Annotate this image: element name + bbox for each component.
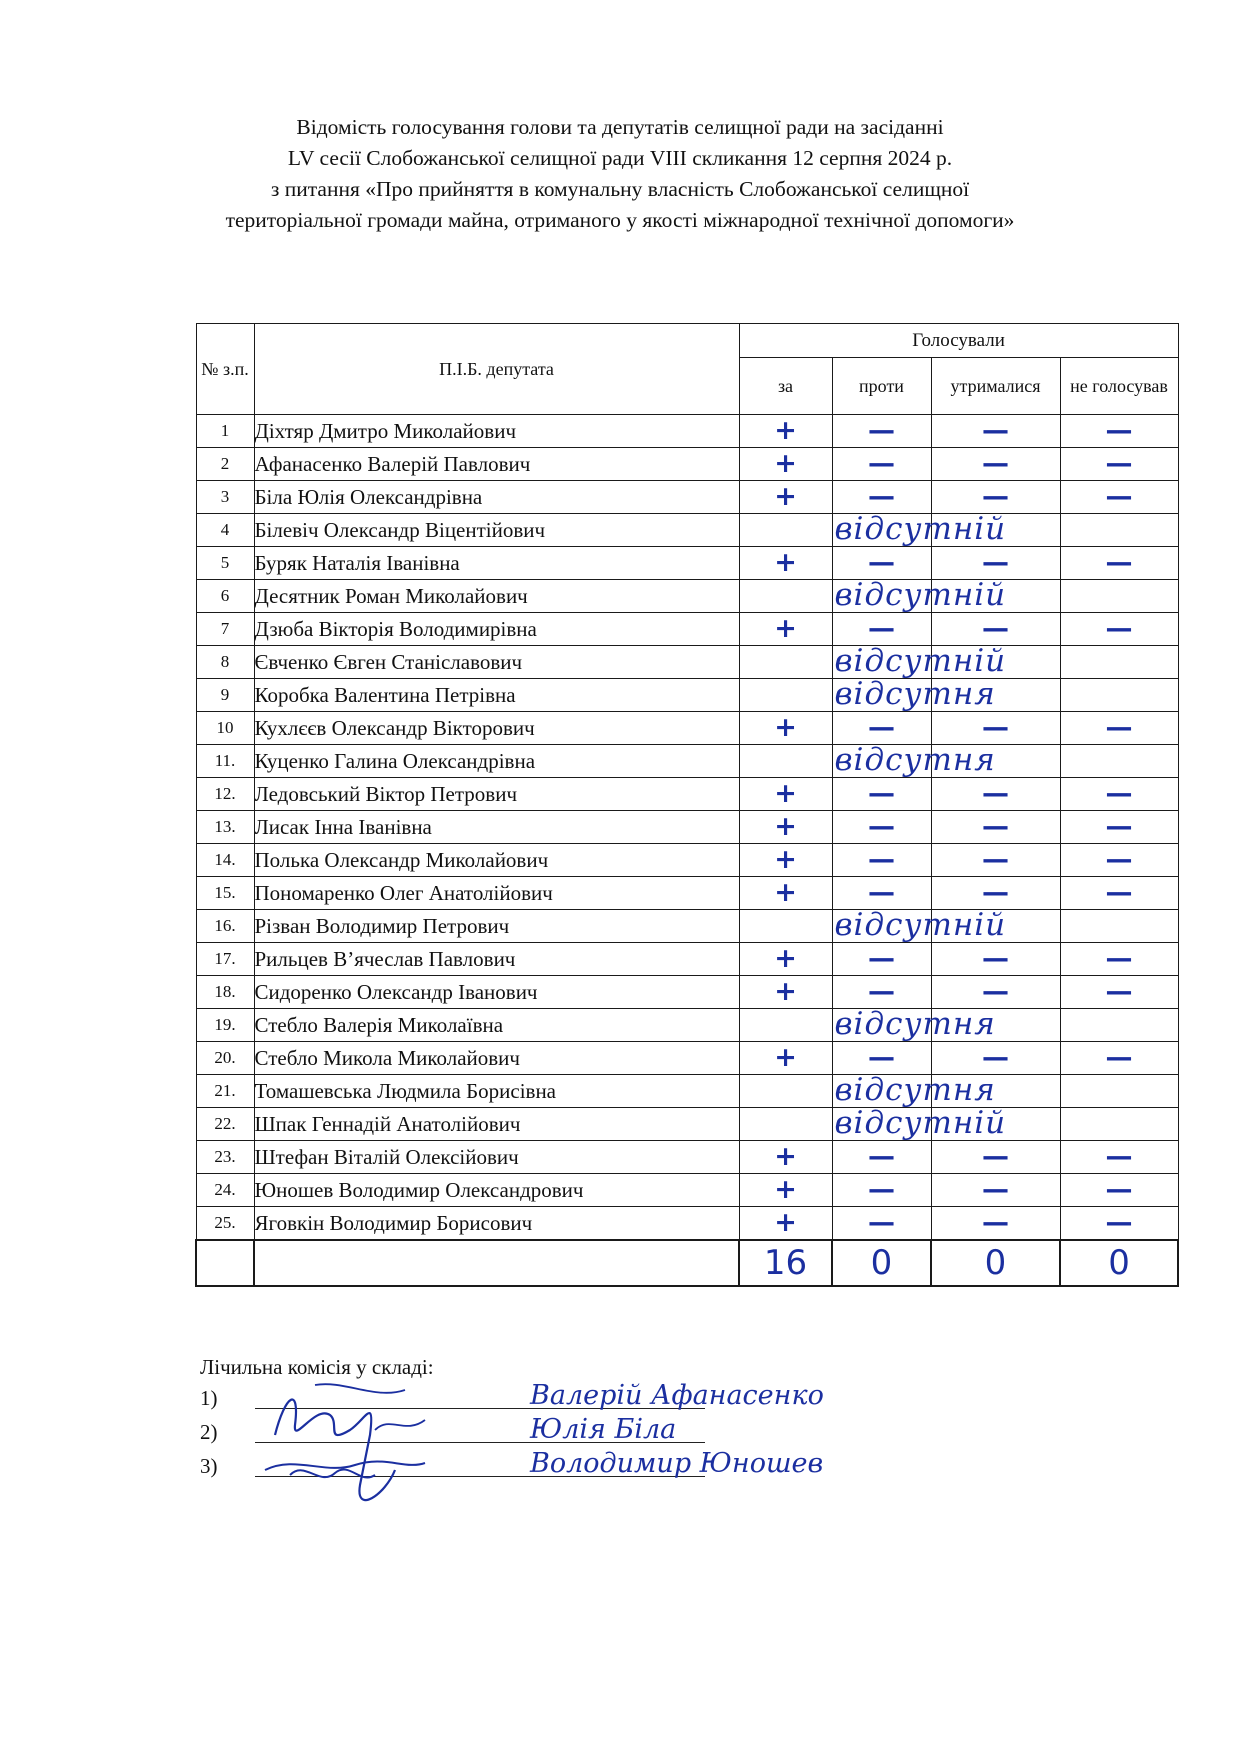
vote-against-cell	[832, 1075, 931, 1108]
dash-mark: —	[1105, 1042, 1133, 1073]
vote-against-cell	[832, 1141, 931, 1174]
vote-for-cell	[739, 976, 832, 1009]
header-abstained: утрималися	[931, 358, 1060, 415]
vote-not-voted-cell	[1060, 646, 1178, 679]
table-row	[196, 1108, 1178, 1141]
dash-mark: —	[1105, 547, 1133, 578]
row-number: 5	[196, 547, 254, 580]
vote-abstained-cell	[931, 415, 1060, 448]
vote-for-cell	[739, 1174, 832, 1207]
totals-empty-name	[254, 1240, 739, 1286]
vote-not-voted-cell	[1060, 976, 1178, 1009]
row-number: 21.	[196, 1075, 254, 1108]
deputy-name: Томашевська Людмила Борисівна	[254, 1075, 739, 1108]
dash-mark: —	[868, 877, 895, 908]
vote-against-cell	[832, 481, 931, 514]
signature-scribble-1	[275, 1400, 395, 1501]
dash-mark: —	[1105, 481, 1133, 512]
table-row	[196, 613, 1178, 646]
dash-mark: —	[868, 778, 895, 809]
deputy-name: Штефан Віталій Олексійович	[254, 1141, 739, 1174]
vote-for-cell	[739, 943, 832, 976]
vote-not-voted-cell	[1060, 1075, 1178, 1108]
totals-row	[196, 1240, 1178, 1286]
absent-note: відсутній	[834, 907, 1007, 943]
deputy-name: Сидоренко Олександр Іванович	[254, 976, 739, 1009]
deputy-name: Полька Олександр Миколайович	[254, 844, 739, 877]
absent-note: відсутня	[834, 1072, 996, 1108]
vote-not-voted-cell	[1060, 1108, 1178, 1141]
vote-abstained-cell	[931, 580, 1060, 613]
plus-mark: +	[774, 1207, 797, 1238]
deputy-name: Євченко Євген Станіславович	[254, 646, 739, 679]
deputy-name: Дзюба Вікторія Володимирівна	[254, 613, 739, 646]
dash-mark: —	[1105, 877, 1133, 908]
row-number: 2	[196, 448, 254, 481]
table-row	[196, 811, 1178, 844]
row-number: 19.	[196, 1009, 254, 1042]
voting-table-body	[196, 415, 1178, 1241]
vote-abstained-cell	[931, 976, 1060, 1009]
vote-against-cell	[832, 547, 931, 580]
plus-mark: +	[774, 811, 797, 842]
plus-mark: +	[774, 448, 797, 479]
title-line-1: Відомість голосування голови та депутатів селищної ради на засіданні	[296, 115, 944, 139]
vote-not-voted-cell	[1060, 844, 1178, 877]
vote-against-cell	[832, 778, 931, 811]
plus-mark: +	[774, 844, 797, 875]
vote-for-cell	[739, 907, 1007, 943]
vote-for-cell	[739, 481, 832, 514]
deputy-name: Рильцев В’ячеслав Павлович	[254, 943, 739, 976]
vote-not-voted-cell	[1060, 613, 1178, 646]
vote-not-voted-cell	[1060, 1141, 1178, 1174]
plus-mark: +	[774, 778, 797, 809]
deputy-name: Пономаренко Олег Анатолійович	[254, 877, 739, 910]
vote-against-cell	[832, 811, 931, 844]
table-row	[196, 547, 1178, 580]
vote-not-voted-cell	[1060, 778, 1178, 811]
table-row	[196, 910, 1178, 943]
dash-mark: —	[982, 844, 1009, 875]
table-row	[196, 481, 1178, 514]
table-row	[196, 1141, 1178, 1174]
absent-note: відсутній	[834, 1105, 1007, 1141]
plus-mark: +	[774, 1174, 797, 1205]
dash-mark: —	[868, 1042, 895, 1073]
deputy-name: Кухлєєв Олександр Вікторович	[254, 712, 739, 745]
vote-not-voted-cell	[1060, 547, 1178, 580]
row-number: 7	[196, 613, 254, 646]
voting-table	[195, 323, 1179, 1287]
vote-against-cell	[832, 1108, 931, 1141]
dash-mark: —	[982, 778, 1009, 809]
vote-for-cell	[739, 676, 996, 712]
title-line-4: територіальної громади майна, отриманого у якості міжнародної технічної допомоги»	[225, 208, 1015, 232]
dash-mark: —	[868, 943, 895, 974]
vote-abstained-cell	[931, 646, 1060, 679]
dash-mark: —	[868, 613, 895, 644]
vote-against-cell	[832, 613, 931, 646]
vote-for-cell	[739, 511, 1007, 547]
vote-not-voted-cell	[1060, 811, 1178, 844]
vote-not-voted-cell	[1060, 1207, 1178, 1241]
vote-abstained-cell	[931, 1042, 1060, 1075]
dash-mark: —	[982, 1141, 1009, 1172]
dash-mark: —	[868, 415, 895, 446]
handwritten-signatures	[255, 1375, 515, 1525]
vote-not-voted-cell	[1060, 712, 1178, 745]
vote-against-cell	[832, 679, 931, 712]
deputy-name: Ледовський Віктор Петрович	[254, 778, 739, 811]
vote-against-cell	[832, 448, 931, 481]
row-number: 10	[196, 712, 254, 745]
vote-against-cell	[832, 1174, 931, 1207]
vote-abstained-cell	[931, 1174, 1060, 1207]
header-name: П.І.Б. депутата	[254, 324, 739, 415]
header-for: за	[739, 358, 832, 415]
table-row	[196, 712, 1178, 745]
total-for: 16	[739, 1240, 832, 1286]
vote-for-cell	[739, 448, 832, 481]
dash-mark: —	[868, 448, 895, 479]
deputy-name: Буряк Наталія Іванівна	[254, 547, 739, 580]
header-not-voted: не голосував	[1060, 358, 1178, 415]
row-number: 3	[196, 481, 254, 514]
row-number: 9	[196, 679, 254, 712]
vote-against-cell	[832, 646, 931, 679]
vote-against-cell	[832, 844, 931, 877]
absent-note: відсутня	[834, 742, 996, 778]
dash-mark: —	[982, 811, 1009, 842]
vote-for-cell	[739, 613, 832, 646]
table-row	[196, 646, 1178, 679]
vote-for-cell	[739, 877, 832, 910]
dash-mark: —	[868, 1174, 895, 1205]
dash-mark: —	[982, 712, 1009, 743]
member-number: 3)	[200, 1454, 218, 1478]
vote-against-cell	[832, 943, 931, 976]
vote-against-cell	[832, 1042, 931, 1075]
deputy-name: Юношев Володимир Олександрович	[254, 1174, 739, 1207]
dash-mark: —	[868, 1207, 895, 1238]
member-name: Володимир Юношев	[530, 1448, 824, 1479]
vote-against-cell	[832, 877, 931, 910]
vote-for-cell	[739, 1042, 832, 1075]
vote-against-cell	[832, 580, 931, 613]
row-number: 6	[196, 580, 254, 613]
vote-abstained-cell	[931, 778, 1060, 811]
total-not-voted: 0	[1060, 1240, 1178, 1286]
vote-for-cell	[739, 1072, 996, 1108]
table-row	[196, 1042, 1178, 1075]
vote-abstained-cell	[931, 1207, 1060, 1241]
deputy-name: Лисак Інна Іванівна	[254, 811, 739, 844]
row-number: 12.	[196, 778, 254, 811]
dash-mark: —	[868, 481, 895, 512]
plus-mark: +	[774, 547, 797, 578]
plus-mark: +	[774, 481, 797, 512]
member-name: Валерій Афанасенко	[530, 1380, 824, 1411]
vote-against-cell	[832, 976, 931, 1009]
vote-for-cell	[739, 1141, 832, 1174]
vote-for-cell	[739, 577, 1007, 613]
deputy-name: Стебло Валерія Миколаївна	[254, 1009, 739, 1042]
vote-abstained-cell	[931, 1075, 1060, 1108]
row-number: 25.	[196, 1207, 254, 1241]
dash-mark: —	[1105, 943, 1133, 974]
vote-not-voted-cell	[1060, 448, 1178, 481]
plus-mark: +	[774, 613, 797, 644]
row-number: 8	[196, 646, 254, 679]
row-number: 24.	[196, 1174, 254, 1207]
vote-not-voted-cell	[1060, 679, 1178, 712]
vote-against-cell	[832, 514, 931, 547]
vote-abstained-cell	[931, 1141, 1060, 1174]
table-row	[196, 877, 1178, 910]
header-number: № з.п.	[196, 324, 254, 415]
dash-mark: —	[982, 877, 1009, 908]
dash-mark: —	[982, 613, 1009, 644]
vote-not-voted-cell	[1060, 580, 1178, 613]
table-row	[196, 415, 1178, 448]
commission-title: Лічильна комісія у складі:	[200, 1355, 434, 1379]
vote-for-cell	[739, 712, 832, 745]
deputy-name: Коробка Валентина Петрівна	[254, 679, 739, 712]
row-number: 14.	[196, 844, 254, 877]
table-row	[196, 976, 1178, 1009]
table-row	[196, 1075, 1178, 1108]
vote-not-voted-cell	[1060, 745, 1178, 778]
dash-mark: —	[982, 1042, 1009, 1073]
member-number: 2)	[200, 1420, 218, 1444]
member-name: Юлія Біла	[530, 1414, 677, 1445]
dash-mark: —	[1105, 1207, 1133, 1238]
vote-not-voted-cell	[1060, 1174, 1178, 1207]
absent-note: відсутній	[834, 643, 1007, 679]
deputy-name: Яговкін Володимир Борисович	[254, 1207, 739, 1241]
dash-mark: —	[982, 547, 1009, 578]
deputy-name: Шпак Геннадій Анатолійович	[254, 1108, 739, 1141]
row-number: 18.	[196, 976, 254, 1009]
absent-note: відсутній	[834, 511, 1007, 547]
absent-note: відсутня	[834, 676, 996, 712]
vote-not-voted-cell	[1060, 481, 1178, 514]
vote-for-cell	[739, 547, 832, 580]
dash-mark: —	[982, 976, 1009, 1007]
vote-abstained-cell	[931, 448, 1060, 481]
vote-against-cell	[832, 910, 931, 943]
row-number: 11.	[196, 745, 254, 778]
vote-for-cell	[739, 643, 1007, 679]
deputy-name: Стебло Микола Миколайович	[254, 1042, 739, 1075]
vote-abstained-cell	[931, 481, 1060, 514]
total-abstained: 0	[931, 1240, 1060, 1286]
dash-mark: —	[982, 1174, 1009, 1205]
table-row	[196, 1174, 1178, 1207]
dash-mark: —	[868, 1141, 895, 1172]
deputy-name: Білевіч Олександр Віцентійович	[254, 514, 739, 547]
dash-mark: —	[1105, 415, 1133, 446]
totals-empty-number	[196, 1240, 254, 1286]
table-row	[196, 943, 1178, 976]
vote-against-cell	[832, 415, 931, 448]
dash-mark: —	[868, 547, 895, 578]
dash-mark: —	[868, 844, 895, 875]
deputy-name: Біла Юлія Олександрівна	[254, 481, 739, 514]
dash-mark: —	[1105, 1174, 1133, 1205]
vote-not-voted-cell	[1060, 943, 1178, 976]
header-voted: Голосували	[739, 324, 1178, 358]
vote-for-cell	[739, 1207, 832, 1241]
vote-for-cell	[739, 811, 832, 844]
deputy-name: Афанасенко Валерій Павлович	[254, 448, 739, 481]
vote-for-cell	[739, 1105, 1007, 1141]
signature-scribble-3	[315, 1384, 425, 1430]
table-row	[196, 580, 1178, 613]
vote-not-voted-cell	[1060, 1009, 1178, 1042]
dash-mark: —	[1105, 613, 1133, 644]
vote-abstained-cell	[931, 1009, 1060, 1042]
table-row	[196, 679, 1178, 712]
dash-mark: —	[868, 811, 895, 842]
vote-abstained-cell	[931, 844, 1060, 877]
absent-note: відсутній	[834, 577, 1007, 613]
dash-mark: —	[1105, 712, 1133, 743]
signature-scribble-2	[265, 1461, 425, 1477]
vote-not-voted-cell	[1060, 514, 1178, 547]
row-number: 15.	[196, 877, 254, 910]
member-number: 1)	[200, 1386, 218, 1410]
dash-mark: —	[868, 976, 895, 1007]
table-row	[196, 1009, 1178, 1042]
deputy-name: Десятник Роман Миколайович	[254, 580, 739, 613]
dash-mark: —	[982, 415, 1009, 446]
title-line-2: LV сесії Слобожанської селищної ради VIII скликання 12 серпня 2024 р.	[287, 146, 953, 170]
vote-abstained-cell	[931, 910, 1060, 943]
dash-mark: —	[1105, 811, 1133, 842]
dash-mark: —	[1105, 1141, 1133, 1172]
plus-mark: +	[774, 877, 797, 908]
plus-mark: +	[774, 1141, 797, 1172]
vote-against-cell	[832, 1009, 931, 1042]
dash-mark: —	[982, 481, 1009, 512]
vote-abstained-cell	[931, 1108, 1060, 1141]
row-number: 17.	[196, 943, 254, 976]
plus-mark: +	[774, 943, 797, 974]
table-row	[196, 844, 1178, 877]
title-line-3: з питання «Про прийняття в комунальну власність Слобожанської селищної	[270, 177, 970, 201]
row-number: 16.	[196, 910, 254, 943]
vote-abstained-cell	[931, 943, 1060, 976]
vote-not-voted-cell	[1060, 877, 1178, 910]
dash-mark: —	[1105, 778, 1133, 809]
deputy-name: Діхтяр Дмитро Миколайович	[254, 415, 739, 448]
row-number: 1	[196, 415, 254, 448]
vote-abstained-cell	[931, 811, 1060, 844]
vote-for-cell	[739, 742, 996, 778]
header-against: проти	[832, 358, 931, 415]
row-number: 20.	[196, 1042, 254, 1075]
plus-mark: +	[774, 976, 797, 1007]
vote-for-cell	[739, 844, 832, 877]
dash-mark: —	[982, 448, 1009, 479]
vote-against-cell	[832, 745, 931, 778]
deputy-name: Різван Володимир Петрович	[254, 910, 739, 943]
vote-abstained-cell	[931, 547, 1060, 580]
vote-abstained-cell	[931, 877, 1060, 910]
vote-not-voted-cell	[1060, 1042, 1178, 1075]
table-row	[196, 745, 1178, 778]
dash-mark: —	[1105, 976, 1133, 1007]
vote-against-cell	[832, 712, 931, 745]
dash-mark: —	[1105, 448, 1133, 479]
dash-mark: —	[1105, 844, 1133, 875]
row-number: 13.	[196, 811, 254, 844]
document-title	[0, 112, 1240, 236]
deputy-name: Куценко Галина Олександрівна	[254, 745, 739, 778]
plus-mark: +	[774, 712, 797, 743]
vote-abstained-cell	[931, 745, 1060, 778]
dash-mark: —	[982, 1207, 1009, 1238]
vote-not-voted-cell	[1060, 910, 1178, 943]
dash-mark: —	[868, 712, 895, 743]
absent-note: відсутня	[834, 1006, 996, 1042]
table-row	[196, 778, 1178, 811]
vote-abstained-cell	[931, 613, 1060, 646]
vote-abstained-cell	[931, 679, 1060, 712]
dash-mark: —	[982, 943, 1009, 974]
vote-for-cell	[739, 1006, 996, 1042]
vote-abstained-cell	[931, 514, 1060, 547]
total-against: 0	[832, 1240, 931, 1286]
table-row	[196, 448, 1178, 481]
vote-for-cell	[739, 778, 832, 811]
row-number: 23.	[196, 1141, 254, 1174]
row-number: 22.	[196, 1108, 254, 1141]
plus-mark: +	[774, 415, 797, 446]
vote-abstained-cell	[931, 712, 1060, 745]
vote-against-cell	[832, 1207, 931, 1241]
plus-mark: +	[774, 1042, 797, 1073]
vote-for-cell	[739, 415, 832, 448]
table-row	[196, 514, 1178, 547]
row-number: 4	[196, 514, 254, 547]
vote-not-voted-cell	[1060, 415, 1178, 448]
table-row	[196, 1207, 1178, 1241]
